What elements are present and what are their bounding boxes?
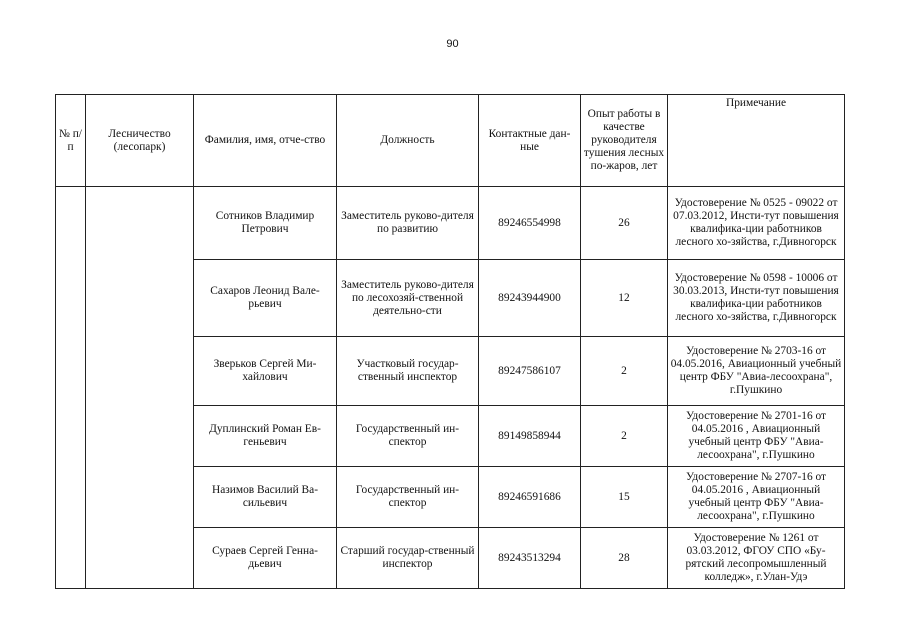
cell-contact: 89149858944	[479, 406, 581, 467]
cell-experience: 15	[581, 467, 668, 528]
cell-experience: 12	[581, 260, 668, 337]
cell-position: Государственный ин-спектор	[337, 406, 479, 467]
cell-notes: Удостоверение № 1261 от 03.03.2012, ФГОУ СПО «Бу-рятский лесопромышленный колледж», г.Улан-Удэ	[668, 528, 845, 589]
cell-notes: Удостоверение № 2707-16 от 04.05.2016 , Авиационный учебный центр ФБУ "Авиа-лесоохрана", г.Пушкино	[668, 467, 845, 528]
cell-position: Старший государ-ственный инспектор	[337, 528, 479, 589]
cell-position: Государственный ин-спектор	[337, 467, 479, 528]
cell-notes: Удостоверение № 0598 - 10006 от 30.03.2013, Инсти-тут повышения квалифика-ции работников лесного хо-зяйства, г.Дивногорск	[668, 260, 845, 337]
header-contact: Контактные дан-ные	[479, 95, 581, 187]
cell-name: Дуплинский Роман Ев-геньевич	[194, 406, 337, 467]
fire-chiefs-table	[55, 94, 845, 589]
header-experience: Опыт работы в качестве руководителя тушения лесных по-жаров, лет	[581, 95, 668, 187]
cell-name: Назимов Василий Ва-сильевич	[194, 467, 337, 528]
table-row	[56, 187, 845, 260]
header-name: Фамилия, имя, отче-ство	[194, 95, 337, 187]
cell-notes: Удостоверение № 2701-16 от 04.05.2016 , Авиационный учебный центр ФБУ "Авиа-лесоохрана", г.Пушкино	[668, 406, 845, 467]
cell-contact: 89243513294	[479, 528, 581, 589]
header-position: Должность	[337, 95, 479, 187]
cell-forestry	[86, 187, 194, 589]
cell-contact: 89247586107	[479, 337, 581, 406]
header-forestry: Лесничество (лесопарк)	[86, 95, 194, 187]
header-num: № п/п	[56, 95, 86, 187]
header-notes: Примечание	[668, 95, 845, 187]
cell-name: Сотников Владимир Петрович	[194, 187, 337, 260]
cell-experience: 2	[581, 337, 668, 406]
cell-name: Зверьков Сергей Ми-хайлович	[194, 337, 337, 406]
cell-notes: Удостоверение № 2703-16 от 04.05.2016, Авиационный учебный центр ФБУ "Авиа-лесоохрана", г.Пушкино	[668, 337, 845, 406]
cell-name: Сахаров Леонид Вале-рьевич	[194, 260, 337, 337]
cell-notes: Удостоверение № 0525 - 09022 от 07.03.2012, Инсти-тут повышения квалифика-ции работников лесного хо-зяйства, г.Дивногорск	[668, 187, 845, 260]
cell-contact: 89246554998	[479, 187, 581, 260]
cell-position: Заместитель руково-дителя по лесохозяй-ственной деятельно-сти	[337, 260, 479, 337]
cell-position: Участковый государ-ственный инспектор	[337, 337, 479, 406]
cell-experience: 2	[581, 406, 668, 467]
table-header-row	[56, 95, 845, 187]
cell-position: Заместитель руково-дителя по развитию	[337, 187, 479, 260]
cell-experience: 26	[581, 187, 668, 260]
cell-name: Сураев Сергей Генна-дьевич	[194, 528, 337, 589]
cell-contact: 89243944900	[479, 260, 581, 337]
cell-contact: 89246591686	[479, 467, 581, 528]
page-number: 90	[446, 38, 459, 50]
cell-experience: 28	[581, 528, 668, 589]
cell-num	[56, 187, 86, 589]
